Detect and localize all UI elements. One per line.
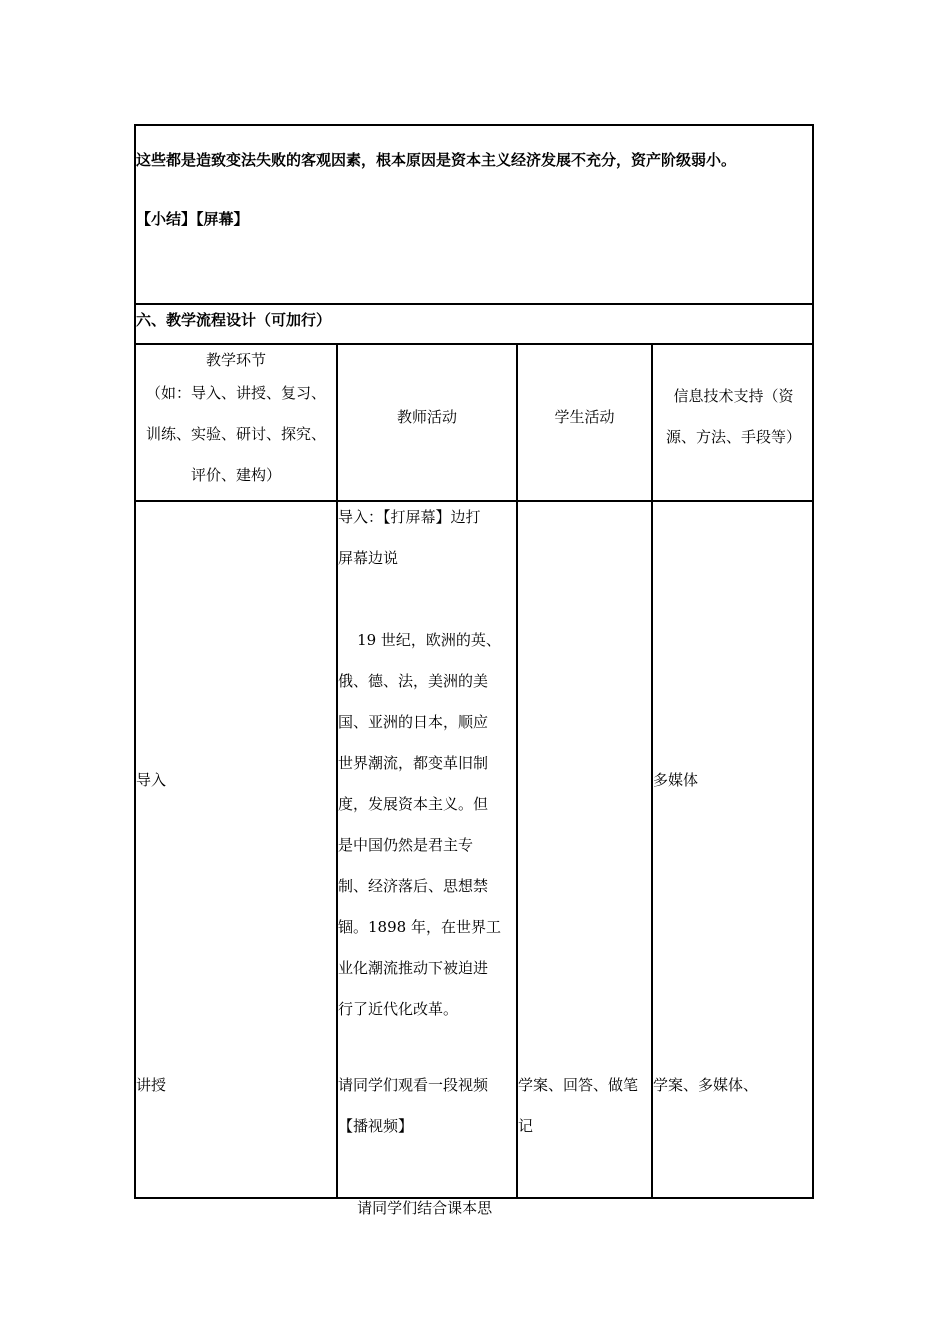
section-title: 六、教学流程设计（可加行） [136,311,332,329]
teacher-activity-line: 业化潮流推动下被迫进 [338,959,489,977]
header-student: 学生活动 [554,408,615,426]
teacher-activity-line: 导入：【打屏幕】边打 [338,508,481,526]
row-stage-lecture: 讲授 [136,1076,167,1094]
teacher-activity-line: 是中国仍然是君主专 [338,836,474,854]
teacher-activity-line: 国、亚洲的日本，顺应 [338,713,489,731]
header-tech-line: 源、方法、手段等） [665,428,801,446]
teacher-activity-line [338,579,501,620]
teacher-activity-line: 请同学们观看一段视频 [338,1076,489,1094]
teacher-activity-line: 【播视频】 [338,1117,414,1135]
row-tech-lecture: 学案、多媒体、 [653,1076,759,1094]
conclusion-text: 这些都是造致变法失败的客观因素，根本原因是资本主义经济发展不充分，资产阶级弱小。 [136,151,737,169]
header-teacher: 教师活动 [396,408,457,426]
student-activity-line: 学案、回答、做笔 [518,1076,639,1094]
teacher-activity-line: 19 世纪，欧洲的英、 [338,631,501,649]
teacher-activity-line [338,1147,492,1188]
header-stage-line: 评价、建构） [190,466,281,484]
teacher-activity-line: 行了近代化改革。 [338,1000,459,1018]
student-activity-line: 记 [518,1117,534,1135]
teacher-activity-line: 世界潮流，都变革旧制 [338,754,489,772]
row-tech-intro: 多媒体 [653,771,699,789]
header-tech-line: 信息技术支持（资 [673,387,794,405]
teacher-activity-line: 屏幕边说 [338,549,399,567]
teacher-activity-line: 度，发展资本主义。但 [338,795,489,813]
row-student-lecture [518,1065,638,1147]
header-stage-line: 训练、实验、研讨、探究、 [145,425,326,443]
header-stage-line: （如：导入、讲授、复习、 [145,384,326,402]
teacher-activity-line: 制、经济落后、思想禁 [338,877,489,895]
teacher-activity-line: 请同学们结合课本思 [338,1199,493,1217]
row-teacher-lecture [338,1065,492,1229]
teacher-activity-line: 俄、德、法，美洲的美 [338,672,489,690]
summary-label: 【小结】【屏幕】 [136,210,249,228]
header-stage-line: 教学环节 [205,351,266,369]
teacher-activity-line: 锢。1898 年，在世界工 [338,918,501,936]
row-teacher-intro [338,497,501,1030]
row-stage-intro: 导入 [136,771,167,789]
